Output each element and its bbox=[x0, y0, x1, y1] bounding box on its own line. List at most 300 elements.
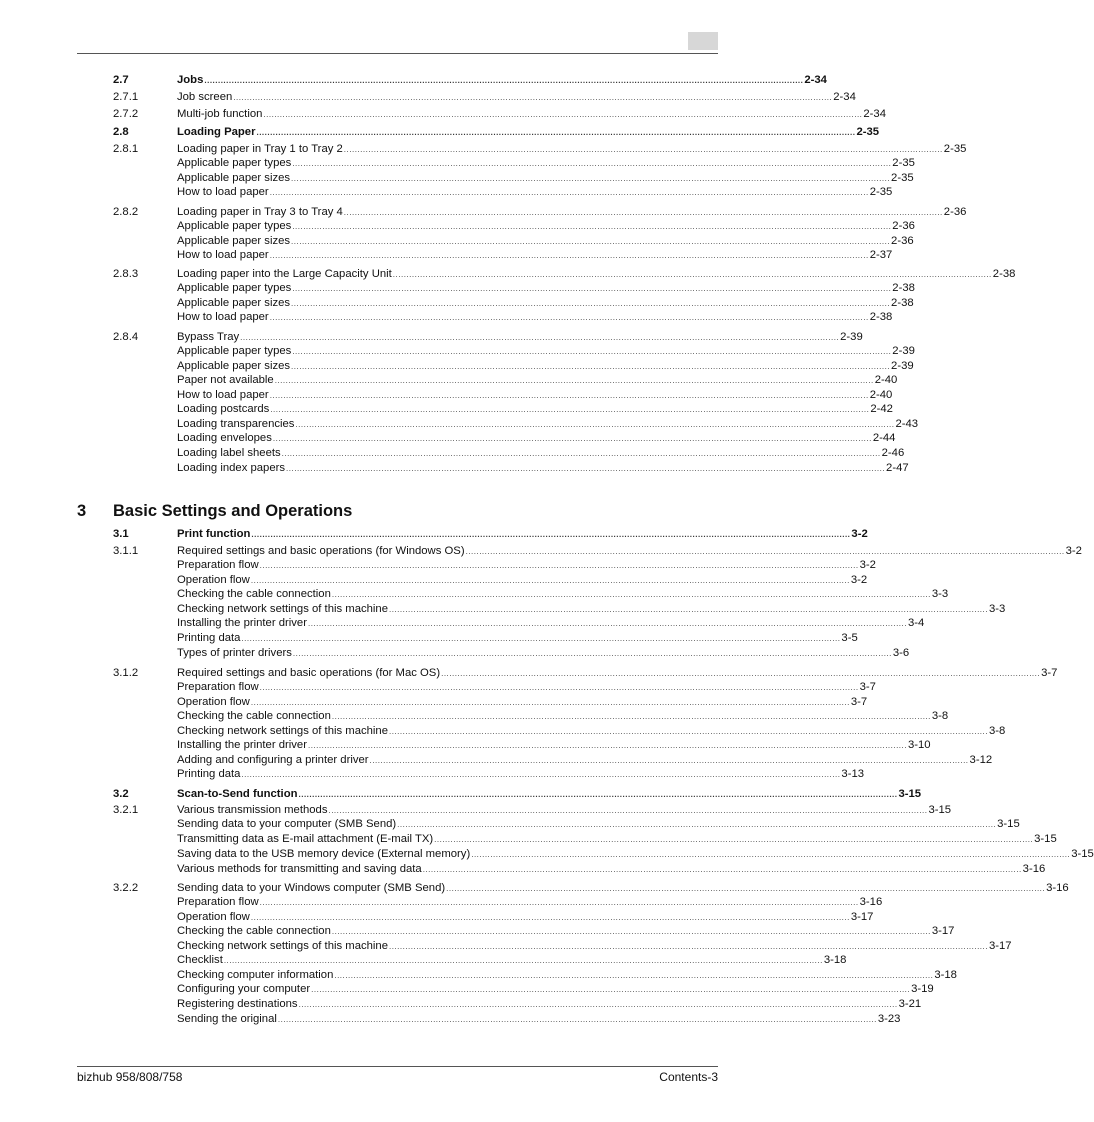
toc-entry-page: 2-40 bbox=[869, 389, 893, 401]
toc-entry-number: 3.2.2 bbox=[113, 882, 139, 894]
toc-entry-line bbox=[177, 968, 957, 983]
toc-entry-title: Print function bbox=[177, 528, 251, 540]
toc-entry-title: Preparation flow bbox=[177, 681, 259, 693]
toc-entry-line bbox=[177, 982, 934, 997]
toc-entry-page: 3-16 bbox=[1022, 863, 1046, 875]
toc-entry-line bbox=[177, 267, 1016, 282]
toc-entry[interactable] bbox=[0, 461, 909, 475]
toc-entry-page: 3-4 bbox=[907, 617, 925, 629]
toc-entry[interactable] bbox=[0, 558, 876, 572]
toc-entry-line bbox=[177, 724, 1006, 739]
toc-entry-line bbox=[177, 895, 883, 910]
toc-entry-title: Checking network settings of this machine bbox=[177, 940, 388, 952]
toc-entry-title: Bypass Tray bbox=[177, 331, 240, 343]
toc-leader-dots: ............................................................................................................................................................................................................................ bbox=[223, 956, 823, 965]
toc-entry-number: 3.1.1 bbox=[113, 545, 139, 557]
toc-entry-title: Checking network settings of this machine bbox=[177, 725, 388, 737]
toc-entry-title: Preparation flow bbox=[177, 559, 259, 571]
toc-leader-dots: ............................................................................................................................................................................................................................ bbox=[331, 712, 931, 721]
toc-entry-line bbox=[177, 695, 868, 710]
toc-entry[interactable] bbox=[0, 248, 893, 262]
toc-leader-dots: ............................................................................................................................................................................................................................ bbox=[292, 347, 892, 356]
toc-entry-number: 3.1 bbox=[113, 528, 129, 540]
toc-entry[interactable] bbox=[0, 709, 949, 723]
toc-entry-number: 2.7.2 bbox=[113, 108, 139, 120]
toc-entry-line bbox=[177, 544, 1082, 559]
toc-entry-line bbox=[177, 787, 922, 802]
toc-entry-page: 3-2 bbox=[850, 574, 868, 586]
toc-entry-page: 2-36 bbox=[891, 235, 914, 247]
toc-entry-line bbox=[177, 310, 893, 325]
toc-entry[interactable] bbox=[0, 359, 914, 373]
toc-entry-number: 3.2 bbox=[113, 788, 129, 800]
toc-entry-line bbox=[177, 646, 910, 661]
toc-leader-dots: ............................................................................................................................................................................................................................ bbox=[441, 669, 1041, 678]
toc-entry[interactable] bbox=[0, 939, 1012, 953]
toc-entry-line bbox=[177, 753, 993, 768]
toc-entry-page: 2-35 bbox=[869, 186, 893, 198]
toc-entry-number: 2.8.2 bbox=[113, 206, 139, 218]
toc-entry-page: 2-38 bbox=[992, 268, 1016, 280]
toc-entry-title: Installing the printer driver bbox=[177, 617, 307, 629]
toc-entry-page: 3-6 bbox=[892, 647, 910, 659]
toc-entry-title: Printing data bbox=[177, 632, 241, 644]
toc-entry-line bbox=[177, 817, 1020, 832]
toc-entry-title: Checking the cable connection bbox=[177, 588, 331, 600]
toc-entry-page: 3-8 bbox=[988, 725, 1006, 737]
toc-entry-line bbox=[177, 862, 1046, 877]
toc-entry-title: Installing the printer driver bbox=[177, 739, 307, 751]
toc-entry-title: Registering destinations bbox=[177, 998, 298, 1010]
toc-entry-line bbox=[177, 666, 1058, 681]
toc-entry-line bbox=[177, 832, 1057, 847]
toc-leader-dots: ............................................................................................................................................................................................................................ bbox=[343, 145, 943, 154]
toc-entry-number: 2.7.1 bbox=[113, 91, 139, 103]
toc-entry[interactable] bbox=[0, 616, 925, 630]
toc-entry-line bbox=[177, 388, 893, 403]
toc-leader-dots: ............................................................................................................................................................................................................................ bbox=[241, 770, 841, 779]
toc-entry[interactable] bbox=[0, 847, 1094, 861]
toc-entry-page: 2-38 bbox=[892, 282, 915, 294]
toc-leader-dots: ............................................................................................................................................................................................................................ bbox=[263, 110, 863, 119]
toc-entry-page: 3-15 bbox=[898, 788, 922, 800]
toc-leader-dots: ............................................................................................................................................................................................................................ bbox=[259, 898, 859, 907]
toc-entry-page: 3-7 bbox=[859, 681, 876, 693]
toc-entry-line bbox=[177, 924, 955, 939]
toc-entry-page: 2-39 bbox=[891, 360, 914, 372]
toc-entry[interactable] bbox=[0, 646, 910, 660]
toc-entry-line bbox=[177, 803, 952, 818]
toc-entry-line bbox=[177, 402, 893, 417]
toc-entry-page: 3-7 bbox=[1041, 667, 1058, 679]
toc-entry[interactable] bbox=[0, 373, 898, 387]
toc-entry-title: Configuring your computer bbox=[177, 983, 311, 995]
toc-leader-dots: ............................................................................................................................................................................................................................ bbox=[277, 1015, 877, 1024]
toc-entry-title: Loading Paper bbox=[177, 126, 256, 138]
toc-entry-page: 2-40 bbox=[874, 374, 898, 386]
footer-page-number: Contents-3 bbox=[659, 1070, 718, 1084]
toc-entry-number: 2.7 bbox=[113, 74, 129, 86]
toc-entry[interactable] bbox=[0, 296, 914, 310]
toc-entry-title: Checking network settings of this machine bbox=[177, 603, 388, 615]
toc-leader-dots: ............................................................................................................................................................................................................................ bbox=[240, 333, 840, 342]
toc-entry-title: Sending data to your Windows computer (SMB Send) bbox=[177, 882, 446, 894]
toc-entry[interactable] bbox=[0, 953, 847, 967]
toc-entry-page: 3-17 bbox=[850, 911, 874, 923]
toc-entry-line bbox=[177, 171, 914, 186]
toc-entry[interactable] bbox=[0, 344, 915, 358]
toc-entry-title: Various methods for transmitting and saving data bbox=[177, 863, 422, 875]
toc-entry[interactable] bbox=[0, 234, 914, 248]
toc-entry[interactable] bbox=[0, 142, 967, 156]
toc-entry-line bbox=[177, 417, 919, 432]
toc-entry[interactable] bbox=[0, 724, 1006, 738]
toc-entry-page: 2-39 bbox=[892, 345, 915, 357]
toc-entry-page: 2-34 bbox=[863, 108, 887, 120]
toc-leader-dots: ............................................................................................................................................................................................................................ bbox=[292, 649, 892, 658]
toc-entry-page: 3-5 bbox=[841, 632, 858, 644]
toc-leader-dots: ............................................................................................................................................................................................................................ bbox=[250, 913, 850, 922]
toc-entry-page: 3-17 bbox=[988, 940, 1012, 952]
toc-entry[interactable] bbox=[0, 602, 1006, 616]
toc-entry-page: 3-15 bbox=[928, 804, 952, 816]
toc-entry-page: 2-34 bbox=[804, 74, 827, 86]
toc-leader-dots: ............................................................................................................................................................................................................................ bbox=[241, 634, 841, 643]
toc-entry-title: Required settings and basic operations (for Mac OS) bbox=[177, 667, 441, 679]
toc-entry[interactable] bbox=[0, 982, 934, 996]
toc-entry-line bbox=[177, 616, 925, 631]
toc-entry-title: How to load paper bbox=[177, 311, 269, 323]
toc-entry-page: 3-15 bbox=[1034, 833, 1057, 845]
toc-entry[interactable] bbox=[0, 862, 1046, 876]
toc-entry-number: 3.1.2 bbox=[113, 667, 139, 679]
toc-entry-title: Loading index papers bbox=[177, 462, 286, 474]
toc-leader-dots: ............................................................................................................................................................................................................................ bbox=[286, 464, 886, 473]
toc-entry-page: 2-36 bbox=[892, 220, 915, 232]
toc-leader-dots: ............................................................................................................................................................................................................................ bbox=[422, 865, 1022, 874]
toc-entry[interactable] bbox=[0, 219, 915, 233]
toc-entry-title: Operation flow bbox=[177, 696, 250, 708]
toc-entry-page: 2-35 bbox=[943, 143, 967, 155]
toc-entry-line bbox=[177, 281, 915, 296]
toc-entry-line bbox=[177, 156, 915, 171]
toc-leader-dots: ............................................................................................................................................................................................................................ bbox=[328, 806, 928, 815]
toc-entry-number: 2.8.4 bbox=[113, 331, 139, 343]
toc-entry-title: Scan-to-Send function bbox=[177, 788, 298, 800]
toc-entry-page: 3-23 bbox=[877, 1013, 901, 1025]
toc-entry-page: 3-2 bbox=[1065, 545, 1082, 557]
toc-leader-dots: ............................................................................................................................................................................................................................ bbox=[291, 174, 891, 183]
toc-leader-dots: ............................................................................................................................................................................................................................ bbox=[251, 530, 851, 539]
toc-entry-line bbox=[177, 997, 922, 1012]
toc-leader-dots: ............................................................................................................................................................................................................................ bbox=[269, 251, 869, 260]
toc-leader-dots: ............................................................................................................................................................................................................................ bbox=[272, 434, 872, 443]
toc-entry-title: Checking the cable connection bbox=[177, 710, 331, 722]
toc-entry-title: How to load paper bbox=[177, 186, 269, 198]
toc-entry[interactable] bbox=[0, 803, 952, 817]
toc-entry[interactable] bbox=[0, 310, 893, 324]
toc-section-row[interactable] bbox=[0, 527, 868, 541]
toc-entry-line bbox=[177, 296, 914, 311]
toc-entry-title: Loading paper in Tray 1 to Tray 2 bbox=[177, 143, 343, 155]
toc-entry-title: Types of printer drivers bbox=[177, 647, 292, 659]
toc-leader-dots: ............................................................................................................................................................................................................................ bbox=[256, 128, 856, 137]
toc-entry[interactable] bbox=[0, 205, 967, 219]
toc-entry-line bbox=[177, 461, 909, 476]
toc-entry[interactable] bbox=[0, 767, 865, 781]
toc-leader-dots: ............................................................................................................................................................................................................................ bbox=[292, 284, 892, 293]
toc-entry-page: 2-42 bbox=[870, 403, 893, 415]
toc-leader-dots: ............................................................................................................................................................................................................................ bbox=[259, 683, 859, 692]
toc-leader-dots: ............................................................................................................................................................................................................................ bbox=[281, 449, 881, 458]
toc-entry-title: How to load paper bbox=[177, 389, 269, 401]
toc-leader-dots: ............................................................................................................................................................................................................................ bbox=[392, 270, 992, 279]
toc-entry[interactable] bbox=[0, 267, 1016, 281]
toc-entry-title: Sending the original bbox=[177, 1013, 277, 1025]
toc-entry[interactable] bbox=[0, 402, 893, 416]
toc-leader-dots: ............................................................................................................................................................................................................................ bbox=[270, 405, 870, 414]
toc-entry-title: Loading label sheets bbox=[177, 447, 281, 459]
toc-entry[interactable] bbox=[0, 1012, 901, 1026]
toc-entry-page: 2-46 bbox=[881, 447, 905, 459]
toc-entry-line bbox=[177, 881, 1069, 896]
toc-entry-line bbox=[177, 90, 856, 105]
toc-leader-dots: ............................................................................................................................................................................................................................ bbox=[343, 208, 943, 217]
toc-entry[interactable] bbox=[0, 680, 876, 694]
toc-entry-title: Applicable paper types bbox=[177, 220, 292, 232]
toc-entry-line bbox=[177, 142, 967, 157]
toc-entry-page: 2-35 bbox=[892, 157, 915, 169]
toc-entry-line bbox=[177, 558, 876, 573]
toc-entry[interactable] bbox=[0, 171, 914, 185]
toc-entry-line bbox=[177, 248, 893, 263]
toc-entry[interactable] bbox=[0, 924, 955, 938]
toc-entry-page: 3-17 bbox=[931, 925, 955, 937]
toc-entry-line bbox=[177, 939, 1012, 954]
toc-leader-dots: ............................................................................................................................................................................................................................ bbox=[291, 362, 891, 371]
toc-leader-dots: ............................................................................................................................................................................................................................ bbox=[307, 741, 907, 750]
chapter-heading bbox=[0, 500, 793, 522]
toc-leader-dots: ............................................................................................................................................................................................................................ bbox=[250, 576, 850, 585]
toc-entry-title: Checking computer information bbox=[177, 969, 334, 981]
toc-entry-page: 2-38 bbox=[891, 297, 914, 309]
toc-entry-page: 3-15 bbox=[1071, 848, 1094, 860]
toc-entry-line bbox=[177, 373, 898, 388]
toc-leader-dots: ............................................................................................................................................................................................................................ bbox=[388, 605, 988, 614]
toc-entry-page: 3-2 bbox=[851, 528, 868, 540]
toc-leader-dots: ............................................................................................................................................................................................................................ bbox=[295, 420, 895, 429]
toc-entry[interactable] bbox=[0, 587, 949, 601]
toc-entry-line bbox=[177, 847, 1094, 862]
toc-leader-dots: ............................................................................................................................................................................................................................ bbox=[298, 1000, 898, 1009]
toc-entry[interactable] bbox=[0, 753, 993, 767]
toc-entry-title: Various transmission methods bbox=[177, 804, 328, 816]
toc-entry-number: 3.2.1 bbox=[113, 804, 139, 816]
chapter-title: Basic Settings and Operations bbox=[113, 502, 353, 520]
toc-entry-line bbox=[177, 125, 880, 140]
toc-entry-line bbox=[177, 631, 858, 646]
toc-entry-page: 3-18 bbox=[823, 954, 847, 966]
toc-leader-dots: ............................................................................................................................................................................................................................ bbox=[471, 850, 1071, 859]
toc-entry-title: Paper not available bbox=[177, 374, 274, 386]
toc-entry-line bbox=[177, 1012, 901, 1027]
toc-leader-dots: ............................................................................................................................................................................................................................ bbox=[291, 299, 891, 308]
toc-leader-dots: ............................................................................................................................................................................................................................ bbox=[331, 590, 931, 599]
toc-entry-line bbox=[177, 205, 967, 220]
toc-entry-title: Loading paper in Tray 3 to Tray 4 bbox=[177, 206, 343, 218]
toc-entry-line bbox=[177, 73, 827, 88]
toc-entry-title: Loading paper into the Large Capacity Unit bbox=[177, 268, 392, 280]
toc-entry-line bbox=[177, 602, 1006, 617]
toc-entry-line bbox=[177, 738, 931, 753]
toc-entry-line bbox=[177, 910, 874, 925]
toc-entry-title: Transmitting data as E-mail attachment (E-mail TX) bbox=[177, 833, 434, 845]
toc-entry[interactable] bbox=[0, 910, 874, 924]
toc-entry-number: 2.8 bbox=[113, 126, 129, 138]
toc-entry-page: 2-35 bbox=[856, 126, 880, 138]
toc-leader-dots: ............................................................................................................................................................................................................................ bbox=[465, 547, 1065, 556]
toc-entry-line bbox=[177, 330, 863, 345]
toc-entry[interactable] bbox=[0, 446, 905, 460]
toc-entry-page: 3-19 bbox=[911, 983, 934, 995]
toc-entry-page: 2-35 bbox=[891, 172, 914, 184]
toc-entry-title: Checking the cable connection bbox=[177, 925, 331, 937]
toc-entry-title: Applicable paper types bbox=[177, 157, 292, 169]
toc-entry[interactable] bbox=[0, 281, 915, 295]
toc-entry[interactable] bbox=[0, 156, 915, 170]
toc-entry-title: Printing data bbox=[177, 768, 241, 780]
toc-leader-dots: ............................................................................................................................................................................................................................ bbox=[269, 313, 869, 322]
toc-entry-line bbox=[177, 527, 868, 542]
toc-entry[interactable] bbox=[0, 90, 856, 104]
toc-entry-page: 3-10 bbox=[907, 739, 931, 751]
toc-entry-page: 3-2 bbox=[859, 559, 876, 571]
toc-entry-title: Adding and configuring a printer driver bbox=[177, 754, 369, 766]
toc-entry[interactable] bbox=[0, 738, 931, 752]
toc-entry-page: 2-36 bbox=[943, 206, 967, 218]
footer-model: bizhub 958/808/758 bbox=[77, 1070, 183, 1084]
toc-entry-line bbox=[177, 431, 896, 446]
toc-entry-line bbox=[177, 359, 914, 374]
toc-leader-dots: ............................................................................................................................................................................................................................ bbox=[334, 971, 934, 980]
toc-entry-title: Multi-job function bbox=[177, 108, 263, 120]
toc-entry-title: Checklist bbox=[177, 954, 223, 966]
toc-entry-page: 3-16 bbox=[859, 896, 883, 908]
toc-entry[interactable] bbox=[0, 431, 896, 445]
toc-entry-line bbox=[177, 446, 905, 461]
toc-entry-number: 2.8.3 bbox=[113, 268, 139, 280]
toc-entry[interactable] bbox=[0, 185, 893, 199]
toc-entry-page: 2-43 bbox=[895, 418, 919, 430]
toc-entry-page: 2-47 bbox=[886, 462, 909, 474]
toc-entry[interactable] bbox=[0, 695, 868, 709]
toc-entry-title: Applicable paper types bbox=[177, 345, 292, 357]
toc-entry-title: Applicable paper sizes bbox=[177, 297, 291, 309]
toc-entry[interactable] bbox=[0, 895, 883, 909]
toc-entry-title: Sending data to your computer (SMB Send) bbox=[177, 818, 397, 830]
toc-entry-page: 3-15 bbox=[997, 818, 1020, 830]
toc-entry-page: 2-38 bbox=[869, 311, 893, 323]
toc-entry[interactable] bbox=[0, 631, 858, 645]
chapter-number: 3 bbox=[77, 502, 87, 520]
toc-entry[interactable] bbox=[0, 817, 1020, 831]
toc-entry-title: Saving data to the USB memory device (External memory) bbox=[177, 848, 471, 860]
toc-entry-title: How to load paper bbox=[177, 249, 269, 261]
toc-entry-line bbox=[177, 185, 893, 200]
toc-leader-dots: ............................................................................................................................................................................................................................ bbox=[446, 884, 1046, 893]
toc-entry[interactable] bbox=[0, 388, 893, 402]
toc-entry[interactable] bbox=[0, 881, 1069, 895]
toc-entry[interactable] bbox=[0, 968, 957, 982]
toc-section-row[interactable] bbox=[0, 125, 880, 139]
toc-leader-dots: ............................................................................................................................................................................................................................ bbox=[259, 561, 859, 570]
toc-entry-line bbox=[177, 709, 949, 724]
toc-entry-title: Preparation flow bbox=[177, 896, 259, 908]
toc-leader-dots: ............................................................................................................................................................................................................................ bbox=[292, 159, 892, 168]
toc-entry-page: 2-44 bbox=[872, 432, 896, 444]
toc-entry[interactable] bbox=[0, 417, 919, 431]
footer-rule bbox=[77, 1066, 718, 1067]
toc-entry-page: 3-13 bbox=[841, 768, 865, 780]
toc-entry-title: Loading transparencies bbox=[177, 418, 295, 430]
toc-entry-line bbox=[177, 953, 847, 968]
toc-entry-title: Required settings and basic operations (for Windows OS) bbox=[177, 545, 465, 557]
toc-entry-line bbox=[177, 344, 915, 359]
toc-leader-dots: ............................................................................................................................................................................................................................ bbox=[269, 391, 869, 400]
toc-leader-dots: ............................................................................................................................................................................................................................ bbox=[298, 790, 898, 799]
toc-leader-dots: ............................................................................................................................................................................................................................ bbox=[292, 222, 892, 231]
toc-entry-page: 3-16 bbox=[1046, 882, 1069, 894]
toc-entry-page: 3-8 bbox=[931, 710, 949, 722]
toc-leader-dots: ............................................................................................................................................................................................................................ bbox=[311, 985, 911, 994]
toc-leader-dots: ............................................................................................................................................................................................................................ bbox=[331, 927, 931, 936]
toc-entry[interactable] bbox=[0, 573, 868, 587]
toc-entry-line bbox=[177, 107, 887, 122]
toc-section-row[interactable] bbox=[0, 787, 922, 801]
toc-entry-title: Loading envelopes bbox=[177, 432, 272, 444]
toc-entry[interactable] bbox=[0, 997, 922, 1011]
toc-entry-page: 3-7 bbox=[850, 696, 868, 708]
toc-section-row[interactable] bbox=[0, 73, 827, 87]
toc-entry-page: 3-18 bbox=[934, 969, 957, 981]
toc-entry-line bbox=[177, 234, 914, 249]
toc-entry-title: Applicable paper sizes bbox=[177, 172, 291, 184]
toc-entry-title: Applicable paper sizes bbox=[177, 360, 291, 372]
toc-entry-page: 2-37 bbox=[869, 249, 893, 261]
toc-entry-line bbox=[177, 219, 915, 234]
toc-entry-page: 3-21 bbox=[898, 998, 922, 1010]
toc-leader-dots: ............................................................................................................................................................................................................................ bbox=[233, 93, 833, 102]
toc-entry-page: 2-39 bbox=[840, 331, 863, 343]
toc-leader-dots: ............................................................................................................................................................................................................................ bbox=[369, 756, 969, 765]
toc-entry[interactable] bbox=[0, 544, 1082, 558]
toc-entry-title: Applicable paper types bbox=[177, 282, 292, 294]
toc-entry[interactable] bbox=[0, 666, 1058, 680]
toc-leader-dots: ............................................................................................................................................................................................................................ bbox=[434, 835, 1034, 844]
toc-leader-dots: ............................................................................................................................................................................................................................ bbox=[388, 727, 988, 736]
toc-entry[interactable] bbox=[0, 330, 863, 344]
toc-leader-dots: ............................................................................................................................................................................................................................ bbox=[274, 376, 874, 385]
toc-entry[interactable] bbox=[0, 832, 1057, 846]
toc-leader-dots: ............................................................................................................................................................................................................................ bbox=[250, 698, 850, 707]
toc-entry-page: 3-12 bbox=[969, 754, 993, 766]
toc-leader-dots: ............................................................................................................................................................................................................................ bbox=[204, 76, 804, 85]
toc-leader-dots: ............................................................................................................................................................................................................................ bbox=[269, 188, 869, 197]
toc-entry-line bbox=[177, 587, 949, 602]
toc-entry-page: 3-3 bbox=[988, 603, 1006, 615]
toc-entry[interactable] bbox=[0, 107, 887, 121]
toc-entry-line bbox=[177, 767, 865, 782]
